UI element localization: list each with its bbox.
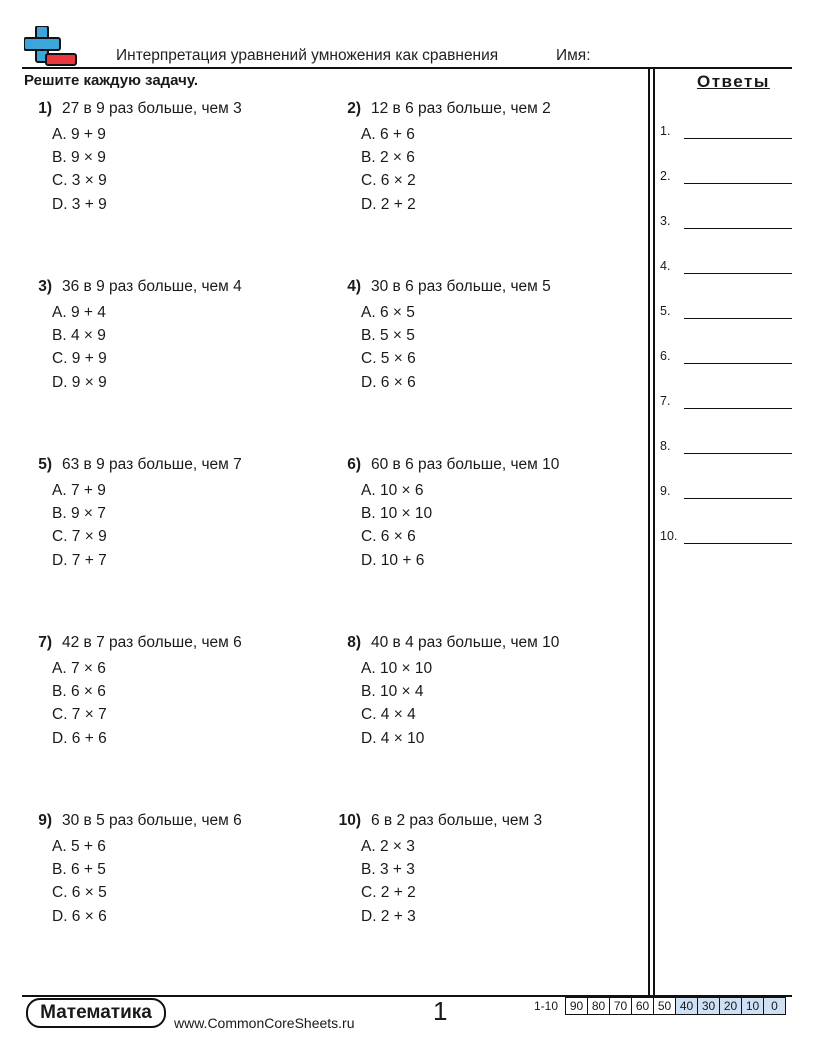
score-cell: 70 [610, 998, 632, 1015]
answer-choice: B. 4 × 9 [52, 327, 106, 345]
choice-list [52, 479, 314, 572]
choice-list [361, 835, 623, 928]
answer-choice: A. 9 + 4 [52, 304, 106, 321]
choice-list [361, 657, 623, 750]
choice-list [52, 835, 314, 928]
problem [333, 634, 623, 750]
answer-blank-line[interactable] [684, 228, 792, 229]
answer-number: 5. [660, 304, 671, 318]
answer-choice: B. 9 × 7 [52, 505, 106, 523]
name-label: Имя: [556, 47, 591, 64]
problem-number: 8) [347, 634, 361, 651]
answer-choice: D. 10 + 6 [361, 551, 425, 569]
answer-choice: D. 7 + 7 [52, 551, 107, 569]
answer-choice: C. 3 × 9 [52, 172, 107, 190]
answer-choice: B. 9 × 9 [52, 149, 106, 167]
answer-choice: A. 10 × 10 [361, 660, 433, 677]
answer-blank-line[interactable] [684, 408, 792, 409]
answer-blank-line[interactable] [684, 363, 792, 364]
problem [24, 278, 314, 394]
score-cell: 0 [764, 998, 786, 1015]
score-cell: 10 [742, 998, 764, 1015]
score-cell: 90 [566, 998, 588, 1015]
answer-blank-line[interactable] [684, 273, 792, 274]
answer-choice: C. 6 × 5 [52, 884, 107, 902]
problem-statement: 60 в 6 раз больше, чем 10 [371, 456, 560, 473]
score-cell: 30 [698, 998, 720, 1015]
answer-choice: B. 6 + 5 [52, 861, 106, 879]
answer-blank-line[interactable] [684, 138, 792, 139]
answer-choice: B. 3 + 3 [361, 861, 415, 879]
problem-statement: 36 в 9 раз больше, чем 4 [62, 278, 242, 295]
problem-header [24, 634, 314, 652]
answer-number: 8. [660, 439, 671, 453]
problem-statement: 12 в 6 раз больше, чем 2 [371, 100, 551, 117]
problem-number: 7) [38, 634, 52, 651]
problem [24, 812, 314, 928]
answer-choice: B. 2 × 6 [361, 149, 415, 167]
problem-statement: 42 в 7 раз больше, чем 6 [62, 634, 242, 651]
answer-choice: B. 10 × 10 [361, 505, 433, 523]
problem-statement: 6 в 2 раз больше, чем 3 [371, 812, 543, 829]
problem-header [24, 456, 314, 474]
problem-number: 10) [338, 812, 361, 829]
choice-list [52, 123, 314, 216]
answer-choice: B. 10 × 4 [361, 683, 424, 701]
answer-number: 4. [660, 259, 671, 273]
header-rule [22, 67, 792, 69]
answer-choice: D. 6 × 6 [361, 373, 416, 391]
score-range-label: 1-10 [534, 999, 559, 1013]
answer-column-divider [648, 67, 650, 997]
choice-list [52, 657, 314, 750]
problem-statement: 63 в 9 раз больше, чем 7 [62, 456, 242, 473]
answer-choice: C. 2 + 2 [361, 884, 416, 902]
problem [333, 100, 623, 216]
answer-choice: A. 7 + 9 [52, 482, 106, 499]
problem-number: 3) [38, 278, 52, 295]
answer-choice: D. 2 + 3 [361, 907, 416, 925]
answer-choice: A. 5 + 6 [52, 838, 106, 855]
answer-choice: A. 6 × 5 [361, 304, 415, 321]
score-table [565, 997, 786, 1015]
problem-header [333, 456, 623, 474]
problem-number: 6) [347, 456, 361, 473]
answer-choice: C. 4 × 4 [361, 706, 416, 724]
answer-choice: D. 2 + 2 [361, 195, 416, 213]
problem-header [333, 634, 623, 652]
score-cell: 80 [588, 998, 610, 1015]
choice-list [52, 301, 314, 394]
answer-choice: D. 6 × 6 [52, 907, 107, 925]
problem-statement: 40 в 4 раз больше, чем 10 [371, 634, 560, 651]
answer-choice: B. 5 × 5 [361, 327, 415, 345]
site-url[interactable]: www.CommonCoreSheets.ru [174, 1015, 355, 1031]
answer-choice: C. 6 × 2 [361, 172, 416, 190]
answer-choice: D. 6 + 6 [52, 729, 107, 747]
answer-choice: C. 5 × 6 [361, 350, 416, 368]
answer-number: 2. [660, 169, 671, 183]
problem-header [333, 278, 623, 296]
subject-badge: Математика [26, 998, 166, 1028]
problem-number: 4) [347, 278, 361, 295]
answer-choice: A. 9 + 9 [52, 126, 106, 143]
problem [24, 634, 314, 750]
problem [333, 456, 623, 572]
choice-list [361, 301, 623, 394]
answer-number: 9. [660, 484, 671, 498]
answer-choice: A. 6 + 6 [361, 126, 415, 143]
answer-choice: B. 6 × 6 [52, 683, 106, 701]
problem-header [24, 278, 314, 296]
plus-minus-logo-icon [24, 26, 78, 68]
problem-number: 5) [38, 456, 52, 473]
choice-list [361, 479, 623, 572]
answer-blank-line[interactable] [684, 498, 792, 499]
problem-statement: 30 в 5 раз больше, чем 6 [62, 812, 242, 829]
problem-header [24, 812, 314, 830]
problem [333, 812, 623, 928]
answer-choice: D. 9 × 9 [52, 373, 107, 391]
answer-choice: D. 4 × 10 [361, 729, 425, 747]
answer-choice: C. 7 × 9 [52, 528, 107, 546]
problem-header [333, 100, 623, 118]
answer-number: 10. [660, 529, 678, 543]
answer-choice: A. 7 × 6 [52, 660, 106, 677]
problem-header [333, 812, 623, 830]
problem [24, 100, 314, 216]
score-cell: 60 [632, 998, 654, 1015]
page-number: 1 [433, 996, 448, 1026]
answer-blank-line[interactable] [684, 453, 792, 454]
answer-choice: C. 7 × 7 [52, 706, 107, 724]
problem-number: 2) [347, 100, 361, 117]
problem-statement: 30 в 6 раз больше, чем 5 [371, 278, 551, 295]
problem [333, 278, 623, 394]
answer-choice: D. 3 + 9 [52, 195, 107, 213]
answer-number: 3. [660, 214, 671, 228]
score-cell: 20 [720, 998, 742, 1015]
instructions: Решите каждую задачу. [24, 72, 199, 89]
problem-number: 9) [38, 812, 52, 829]
problem [24, 456, 314, 572]
answer-choice: A. 10 × 6 [361, 482, 424, 499]
answer-blank-line[interactable] [684, 318, 792, 319]
worksheet-title: Интерпретация уравнений умножения как сравнения [116, 47, 499, 64]
answer-blank-line[interactable] [684, 543, 792, 544]
problem-number: 1) [38, 100, 52, 117]
score-cell: 50 [654, 998, 676, 1015]
answer-number: 6. [660, 349, 671, 363]
choice-list [361, 123, 623, 216]
answer-column-divider-inner [653, 67, 655, 997]
answer-blank-line[interactable] [684, 183, 792, 184]
answer-choice: C. 9 + 9 [52, 350, 107, 368]
answer-choice: C. 6 × 6 [361, 528, 416, 546]
answer-number: 7. [660, 394, 671, 408]
answer-number: 1. [660, 124, 671, 138]
answer-choice: A. 2 × 3 [361, 838, 415, 855]
problem-statement: 27 в 9 раз больше, чем 3 [62, 100, 242, 117]
problem-header [24, 100, 314, 118]
score-cell: 40 [676, 998, 698, 1015]
answers-title: Ответы [697, 72, 770, 91]
